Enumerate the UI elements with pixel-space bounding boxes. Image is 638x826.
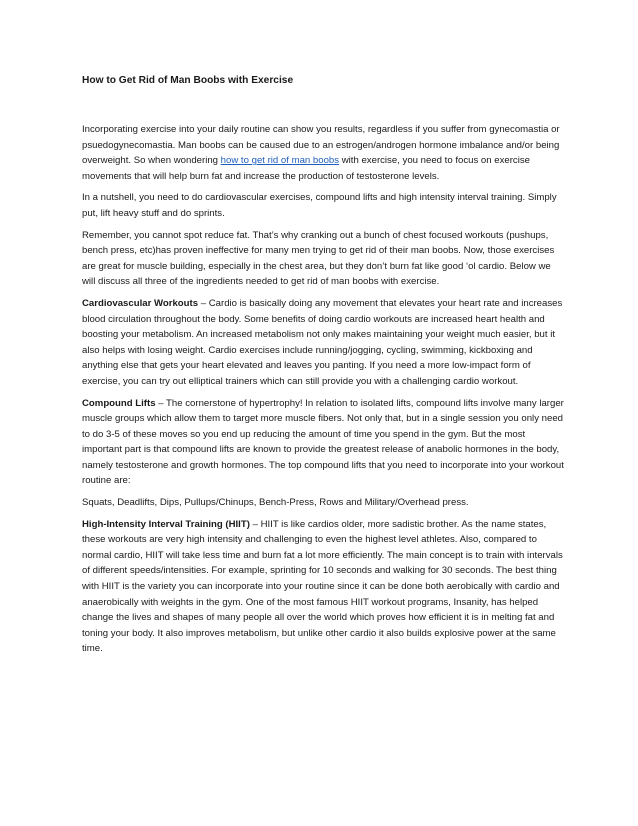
man-boobs-link[interactable]: how to get rid of man boobs <box>220 155 340 167</box>
paragraph-summary: In a nutshell, you need to do cardiovascular exercises, compound lifts and high intensity interval training. Simply put, lift heavy stuff and do sprints. <box>82 192 557 219</box>
paragraph-spot-reduce: Remember, you cannot spot reduce fat. That’s why cranking out a bunch of chest focused workouts (pushups, bench press, etc)has proven ineffective for many men trying to get rid of their man boobs. Now, those exercises are great for muscle building, especially in the chest area, but they don’t burn fat like good ‘ol cardio. Below we will discuss all three of the ingredients needed to get rid of man boobs with exercise. <box>82 229 555 288</box>
hiit-text: – HIIT is like cardios older, more sadistic brother. As the name states, these workouts are very high intensity and challenging to even the highest level athletes. Also, compared to normal cardio, HIIT will take less time and burn fat a lot more efficiently. The main concept is to train with intervals of different speeds/intensities. For example, sprinting for 10 seconds and walking for 30 seconds. The best thing with HIIT is the variety you can incorporate into your routine since it can be done both aerobically with cardio and anaerobically with weights in the gym. One of the most famous HIIT workout programs, Insanity, has helped change the lives and shapes of many people all over the world which proves how efficient it is in melting fat and toning your body. It also improves metabolism, but unlike other cardio it also builds explosive power at the same time. <box>82 518 563 655</box>
paragraph-cardio <box>82 296 564 390</box>
paragraph-compound-lifts <box>82 396 564 490</box>
cardio-heading: Cardiovascular Workouts <box>82 297 199 309</box>
paragraph-intro-text-a: Incorporating exercise into your daily routine can show you results, regardless if you suffer from gynecomastia or psuedogynecomastia. Man boobs can be caused due to an estrogen/androgen hormone imbalance and/or being overweight. So when wondering <box>82 124 560 167</box>
paragraph-lift-list: Squats, Deadlifts, Dips, Pullups/Chinups, Bench-Press, Rows and Military/Overhead press. <box>82 497 469 509</box>
document-body <box>82 122 564 663</box>
hiit-heading: High-Intensity Interval Training (HIIT) <box>82 518 250 530</box>
compound-lifts-text: – The cornerstone of hypertrophy! In relation to isolated lifts, compound lifts involve many larger muscle groups which allow them to target more muscle fibers. Not only that, but in a single session you only need to do 3-5 of these moves so you end up reducing the amount of time you spend in the gym. But the most important part is that compound lifts are known to provide the greatest release of anabolic hormones in the body, namely testosterone and growth hormones. The top compound lifts that you need to incorporate into your workout routine are: <box>82 397 564 487</box>
cardio-text: – Cardio is basically doing any movement that elevates your heart rate and increases blood circulation throughout the body. Some benefits of doing cardio workouts are increased heart health and boosting your metabolism. An increased metabolism not only makes maintaining your weight much easier, but it also helps with losing weight. Cardio exercises include running/jogging, cycling, swimming, kickboxing and anything else that gets your heart elevated and leaves you panting. If you need a more low-impact form of exercise, you can try out elliptical trainers which can still provide you with a challenging cardio workout. <box>82 297 563 387</box>
paragraph-intro <box>82 122 564 184</box>
paragraph-intro-text-b: with exercise, you need to focus on exercise movements that will help burn fat and increase the production of testosterone levels. <box>82 155 530 182</box>
paragraph-hiit <box>82 517 564 657</box>
compound-lifts-heading: Compound Lifts <box>82 397 156 409</box>
document-title: How to Get Rid of Man Boobs with Exercise <box>82 75 294 86</box>
